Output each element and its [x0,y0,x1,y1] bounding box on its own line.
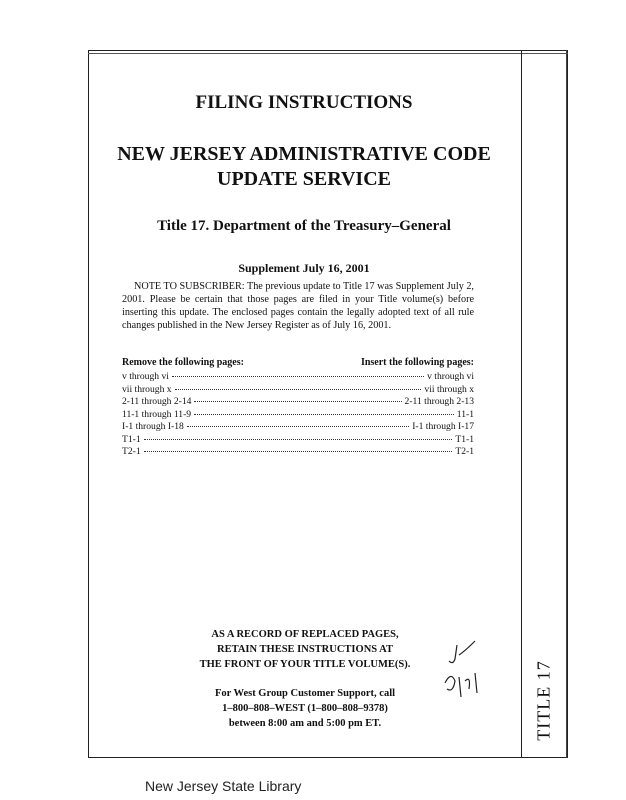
table-row [122,421,474,434]
code-heading-line1: NEW JERSEY ADMINISTRATIVE CODE [117,143,491,165]
insert-cell: 11-1 [456,408,474,420]
record-line3: THE FRONT OF YOUR TITLE VOLUME(S). [199,659,411,670]
support-line2: 1–800–808–WEST (1–800–808–9378) [222,703,388,714]
leader-dots [194,414,454,415]
leader-dots [172,376,424,377]
table-row [122,396,474,409]
remove-cell: T1-1 [122,433,141,445]
record-line1: AS A RECORD OF REPLACED PAGES, [211,629,399,640]
filing-heading: FILING INSTRUCTIONS [195,92,413,113]
table-row [122,446,474,459]
remove-cell: 11-1 through 11-9 [122,408,192,420]
insert-cell: I-1 through I-17 [412,421,474,432]
remove-cell: I-1 through I-18 [122,421,184,432]
remove-cell: v through vi [122,371,169,382]
remove-cell: T2-1 [122,446,141,457]
note-lead: NOTE TO SUBSCRIBER: [134,281,245,292]
handwritten-initials [435,637,495,707]
title-heading: Title 17. Department of the Treasury–General [157,218,451,234]
frame-top-rule [88,53,568,54]
insert-cell: vii through x [424,383,474,395]
insert-cell: v through vi [427,371,474,382]
pages-table [122,371,474,459]
insert-cell: T2-1 [455,446,474,457]
subscriber-note [122,280,474,332]
leader-dots [194,401,401,402]
title-tab [520,640,568,760]
insert-header: Insert the following pages: [360,357,474,368]
leader-dots [144,451,453,452]
remove-header: Remove the following pages: [122,357,244,368]
note-body: The previous update to Title 17 was Supplement July 2, 2001. Please be certain that those pages are filed in your Title volume(s) before inserting this update. The enclosed pages contain the legally adopted text of all rule changes published in the New Jersey Register as of July 16, 2001. [122,281,474,331]
table-row [122,371,474,384]
record-line2: RETAIN THESE INSTRUCTIONS AT [217,644,393,655]
leader-dots [187,426,409,427]
table-row [122,384,474,397]
leader-dots [144,439,453,440]
leader-dots [175,389,422,390]
support-line3: between 8:00 am and 5:00 pm ET. [228,718,382,729]
library-stamp: New Jersey State Library [145,778,302,794]
table-row [122,434,474,447]
code-heading-line2: UPDATE SERVICE [217,168,391,190]
remove-cell: vii through x [122,383,172,395]
insert-cell: 2-11 through 2-13 [404,396,474,407]
remove-cell: 2-11 through 2-14 [122,396,192,407]
title-tab-label: TITLE 17 [533,659,554,741]
insert-cell: T1-1 [455,433,474,445]
supplement-heading: Supplement July 16, 2001 [238,261,370,275]
table-row [122,409,474,422]
support-line1: For West Group Customer Support, call [214,688,396,699]
